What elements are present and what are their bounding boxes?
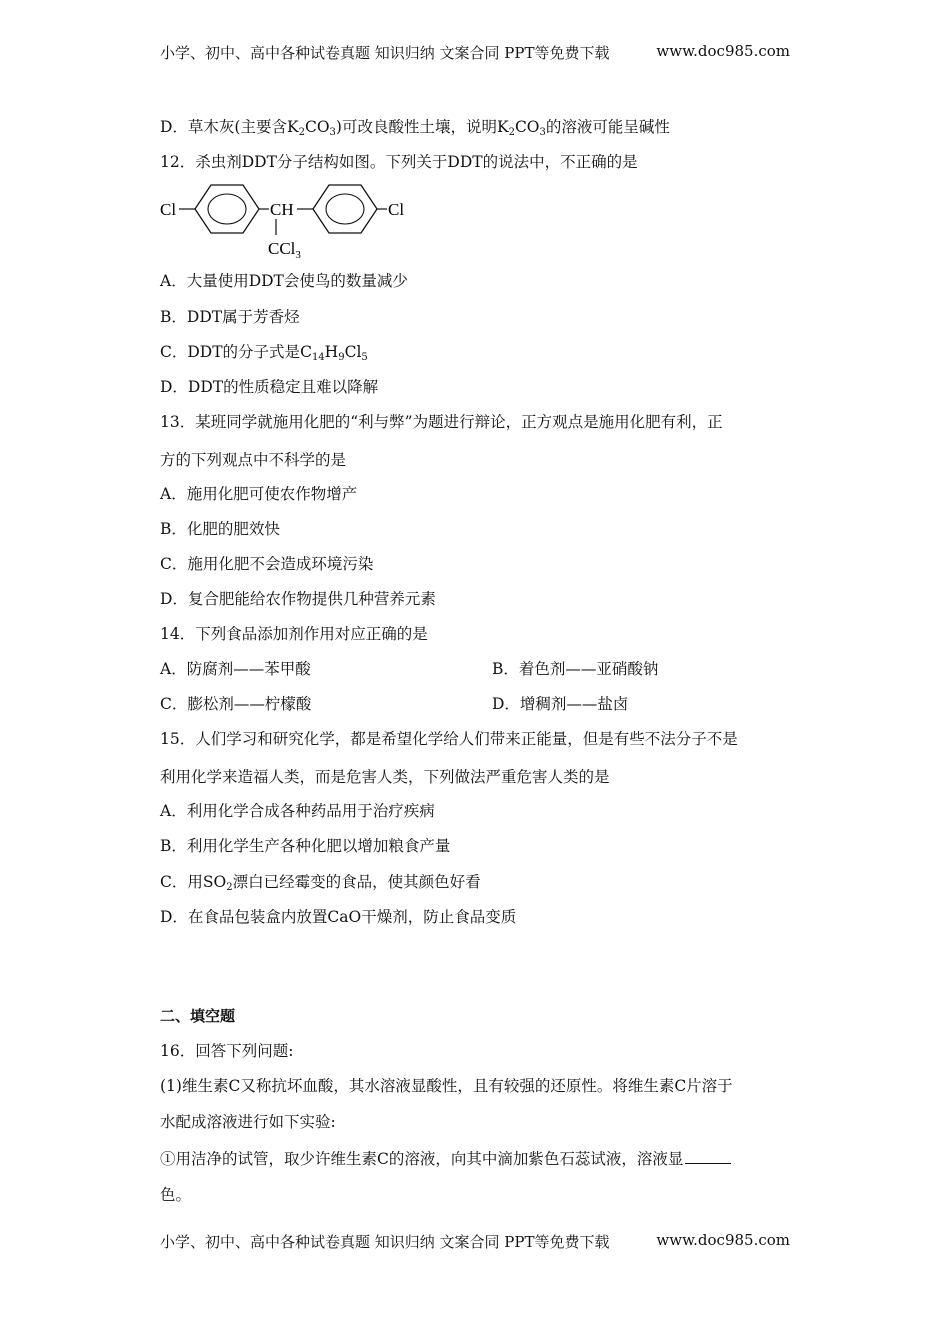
q15-c-prefix: C．用	[160, 873, 203, 891]
so-subscript: 2	[226, 882, 233, 893]
ddt-structure-diagram	[155, 180, 425, 262]
formula-c-sub: 14	[311, 352, 325, 363]
k-symbol-2: K	[496, 118, 509, 136]
ccl-subscript: 3	[295, 249, 301, 261]
page-footer	[160, 1231, 790, 1252]
q14-stem: 14．下列食品添加剂作用对应正确的是	[160, 625, 428, 643]
benzene-ring-1	[195, 185, 259, 233]
q16-step1-text: ①用洁净的试管，取少许维生素C的溶液，向其中滴加紫色石蕊试液，溶液显	[160, 1150, 684, 1168]
k-subscript-2: 2	[508, 127, 515, 138]
q12-option-b: B．DDT属于芳香烃	[160, 308, 300, 326]
co-subscript-2: 3	[539, 127, 546, 138]
section-title: 二、填空题	[160, 1007, 236, 1025]
q13-option-d: D．复合肥能给农作物提供几种营养元素	[160, 590, 436, 608]
q16-stem: 16．回答下列问题:	[160, 1042, 294, 1060]
ccl3-label	[268, 239, 301, 261]
cl-left-label: Cl	[160, 200, 177, 219]
page-header	[160, 42, 790, 63]
header-text: 小学、初中、高中各种试卷真题 知识归纳 文案合同 PPT等免费下载	[160, 44, 610, 62]
q13-stem-line1: 13．某班同学就施用化肥的“利与弊”为题进行辩论，正方观点是施用化肥有利，正	[160, 413, 723, 431]
q14-option-d: D．增稠剂——盐卤	[492, 695, 629, 713]
so-symbol: SO	[202, 873, 227, 891]
q11-option-d	[160, 117, 670, 137]
q13-option-c: C．施用化肥不会造成环境污染	[160, 555, 374, 573]
q12-option-c	[160, 342, 368, 362]
header-url: www.doc985.com	[656, 42, 790, 60]
benzene-ring-1-circle	[208, 194, 246, 224]
ch-label: CH	[270, 200, 294, 219]
benzene-ring-2-circle	[326, 194, 364, 224]
co-symbol: CO	[304, 118, 330, 136]
formula-h-sub: 9	[338, 352, 345, 363]
q15-stem-line1: 15．人们学习和研究化学，都是希望化学给人们带来正能量，但是有些不法分子不是	[160, 730, 738, 748]
q15-option-c	[160, 872, 481, 892]
q16-step1-end: 色。	[160, 1186, 192, 1204]
q13-option-a: A．施用化肥可使农作物增产	[160, 485, 358, 503]
q13-stem-line2: 方的下列观点中不科学的是	[160, 451, 347, 469]
q16-step1	[160, 1149, 731, 1169]
q13-option-b: B．化肥的肥效快	[160, 520, 280, 538]
answer-blank[interactable]	[685, 1149, 731, 1164]
k-symbol: K	[286, 118, 299, 136]
benzene-ring-2	[313, 185, 377, 233]
k-subscript: 2	[298, 127, 305, 138]
q11-d-suffix: 的溶液可能呈碱性	[545, 118, 670, 136]
q15-stem-line2: 利用化学来造福人类，而是危害人类，下列做法严重危害人类的是	[160, 768, 610, 786]
q15-option-b: B．利用化学生产各种化肥以增加粮食产量	[160, 837, 451, 855]
q12-option-d: D．DDT的性质稳定且难以降解	[160, 378, 379, 396]
cl-right-label: Cl	[388, 200, 405, 219]
q11-d-mid: )可改良酸性土壤，说明	[335, 118, 497, 136]
formula-h: H	[324, 343, 339, 361]
co-subscript: 3	[329, 127, 336, 138]
q12-c-prefix: C．DDT的分子式是	[160, 343, 301, 361]
q15-option-a: A．利用化学合成各种药品用于治疗疾病	[160, 802, 435, 820]
q14-option-a: A．防腐剂——苯甲酸	[160, 660, 311, 678]
q14-option-c: C．膨松剂——柠檬酸	[160, 695, 312, 713]
q15-c-suffix: 漂白已经霉变的食品，使其颜色好看	[232, 873, 481, 891]
formula-c: C	[300, 343, 312, 361]
co-symbol-2: CO	[514, 118, 540, 136]
q15-option-d: D．在食品包装盒内放置CaO干燥剂，防止食品变质	[160, 908, 517, 926]
q12-stem: 12．杀虫剂DDT分子结构如图。下列关于DDT的说法中，不正确的是	[160, 153, 638, 171]
footer-text: 小学、初中、高中各种试卷真题 知识归纳 文案合同 PPT等免费下载	[160, 1233, 610, 1251]
q16-part1-line2: 水配成溶液进行如下实验:	[160, 1113, 336, 1131]
formula-cl-sub: 5	[361, 352, 368, 363]
q16-part1-line1: (1)维生素C又称抗坏血酸，其水溶液显酸性，且有较强的还原性。将维生素C片溶于	[160, 1077, 733, 1095]
q12-option-a: A．大量使用DDT会使鸟的数量减少	[160, 272, 408, 290]
ccl-text: CCl	[268, 239, 296, 258]
formula-cl: Cl	[344, 343, 362, 361]
q11-d-prefix: D．草木灰(主要含	[160, 118, 287, 136]
footer-url: www.doc985.com	[656, 1231, 790, 1249]
q14-option-b: B．着色剂——亚硝酸钠	[492, 660, 659, 678]
